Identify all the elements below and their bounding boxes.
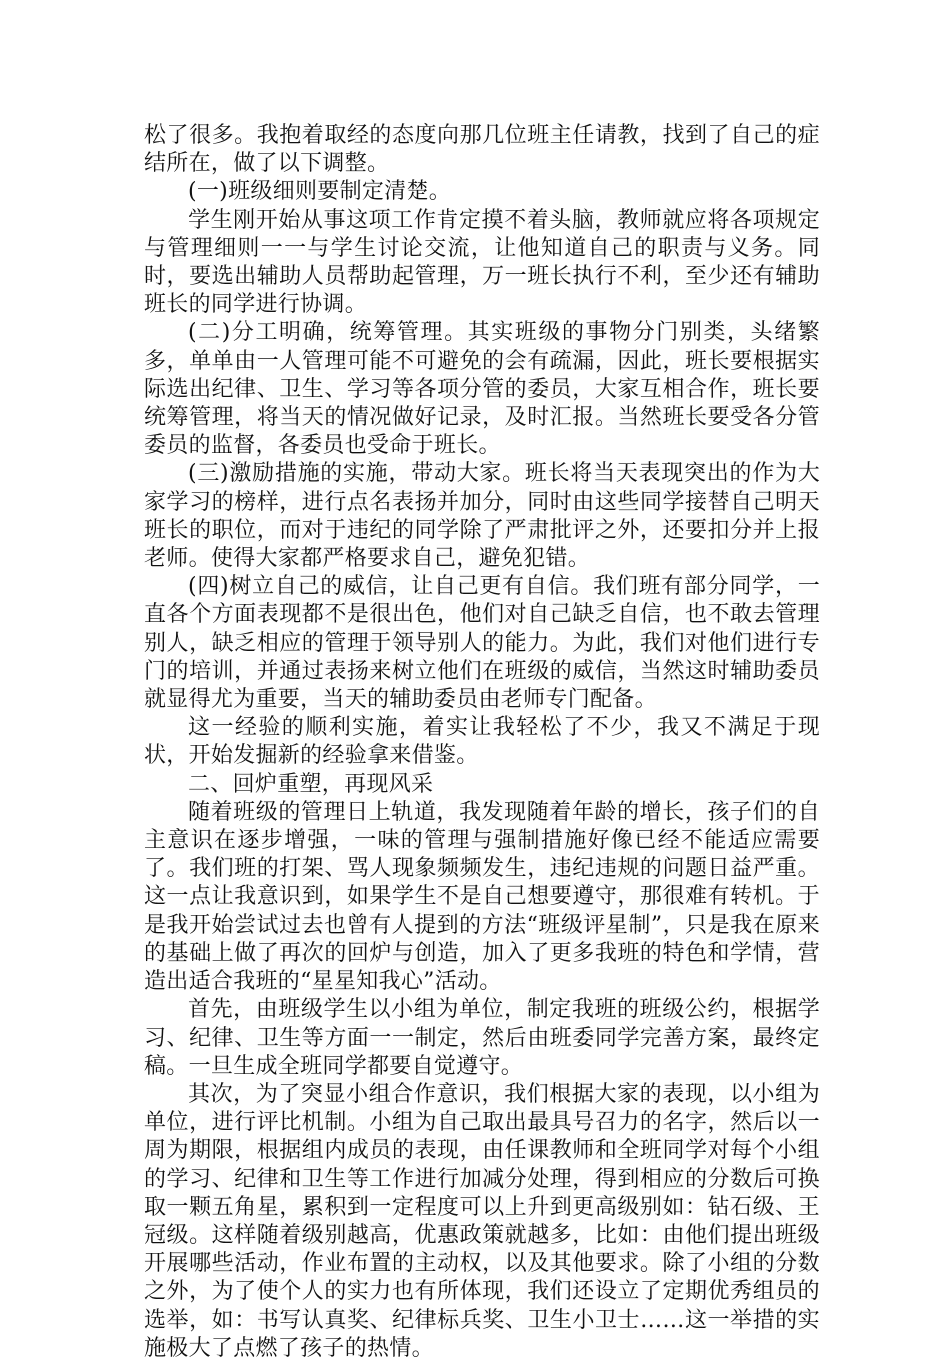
- paragraph: 学生刚开始从事这项工作肯定摸不着头脑，教师就应将各项规定与管理细则一一与学生讨论交流，让他知道自己的职责与义务。同时，要选出辅助人员帮助起管理，万一班长执行不利，至少还有辅助班长的同学进行协调。: [144, 207, 820, 318]
- paragraph: (四)树立自己的威信，让自己更有自信。我们班有部分同学，一直各个方面表现都不是很出色，他们对自己缺乏自信，也不敢去管理别人，缺乏相应的管理于领导别人的能力。为此，我们对他们进行专门的培训，并通过表扬来树立他们在班级的威信，当然这时辅助委员就显得尤为重要，当天的辅助委员由老师专门配备。: [144, 574, 820, 713]
- paragraph: 这一经验的顺利实施，着实让我轻松了不少，我又不满足于现状，开始发掘新的经验拿来借鉴。: [144, 715, 820, 769]
- paragraph: (三)激励措施的实施，带动大家。班长将当天表现突出的作为大家学习的榜样，进行点名表扬并加分，同时由这些同学接替自己明天班长的职位，而对于违纪的同学除了严肃批评之外，还要扣分并上报老师。使得大家都严格要求自己，避免犯错。: [144, 461, 820, 572]
- document-body: [144, 122, 820, 1363]
- paragraph: 首先，由班级学生以小组为单位，制定我班的班级公约，根据学习、纪律、卫生等方面一一制定，然后由班委同学完善方案，最终定稿。一旦生成全班同学都要自觉遵守。: [144, 997, 820, 1079]
- paragraph-heading-one: (一)班级细则要制定清楚。: [188, 179, 452, 205]
- section-heading: 二、回炉重塑，再现风采: [188, 771, 434, 797]
- paragraph: (二)分工明确，统筹管理。其实班级的事物分门别类，头绪繁多，单单由一人管理可能不可避免的会有疏漏，因此，班长要根据实际选出纪律、卫生、学习等各项分管的委员，大家互相合作，班长要统筹管理，将当天的情况做好记录，及时汇报。当然班长要受各分管委员的监督，各委员也受命于班长。: [144, 320, 820, 459]
- paragraph: 随着班级的管理日上轨道，我发现随着年龄的增长，孩子们的自主意识在逐步增强，一味的管理与强制措施好像已经不能适应需要了。我们班的打架、骂人现象频频发生，违纪违规的问题日益严重。这一点让我意识到，如果学生不是自己想要遵守，那很难有转机。于是我开始尝试过去也曾有人提到的方法“班级评星制”，只是我在原来的基础上做了再次的回炉与创造，加入了更多我班的特色和学情，营造出适合我班的“星星知我心”活动。: [144, 799, 820, 995]
- paragraph-continuation: 松了很多。我抱着取经的态度向那几位班主任请教，找到了自己的症结所在，做了以下调整。: [144, 123, 820, 177]
- paragraph: 其次，为了突显小组合作意识，我们根据大家的表现，以小组为单位，进行评比机制。小组为自己取出最具号召力的名字，然后以一周为期限，根据组内成员的表现，由任课教师和全班同学对每个小组的学习、纪律和卫生等工作进行加减分处理，得到相应的分数后可换取一颗五角星，累积到一定程度可以上升到更高级别如：钻石级、王冠级。这样随着级别越高，优惠政策就越多，比如：由他们提出班级开展哪些活动，作业布置的主动权，以及其他要求。除了小组的分数之外，为了使个人的实力也有所体现，我们还设立了定期优秀组员的选举，如：书写认真奖、纪律标兵奖、卫生小卫士……这一举措的实施极大了点燃了孩子的热情。: [144, 1081, 820, 1361]
